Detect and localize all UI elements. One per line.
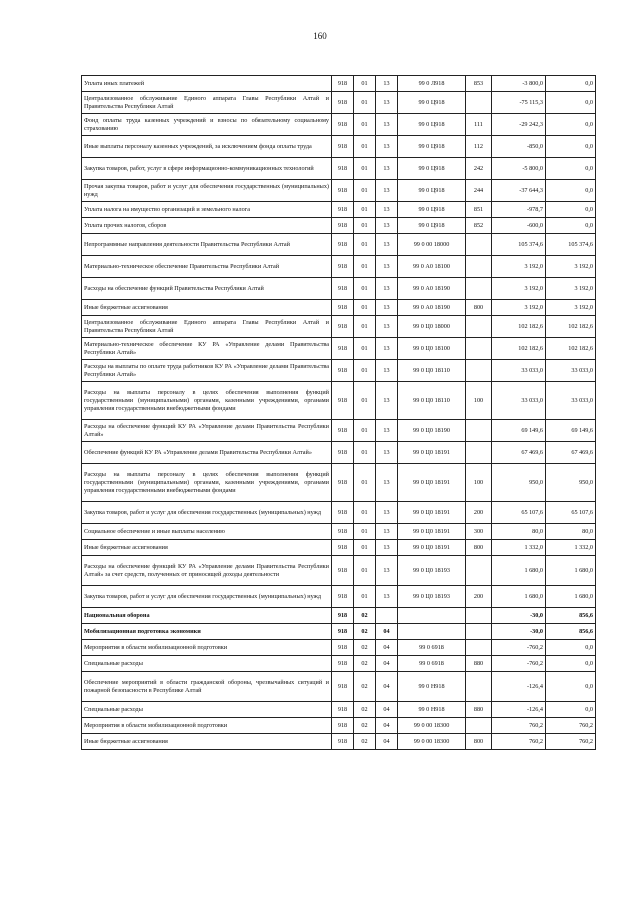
table-row — [82, 316, 596, 338]
table-row — [82, 464, 596, 502]
cell-section: 01 — [354, 256, 376, 278]
cell-section: 02 — [354, 624, 376, 640]
cell-name: Иные бюджетные ассигнования — [82, 540, 332, 556]
cell-name: Централизованное обслуживание Единого аппарата Главы Республики Алтай и Правительства Республики Алтай — [82, 92, 332, 114]
table-row — [82, 608, 596, 624]
cell-admin: 918 — [332, 114, 354, 136]
cell-name: Уплата налога на имущество организаций и земельного налога — [82, 202, 332, 218]
cell-name: Национальная оборона — [82, 608, 332, 624]
cell-subsection: 13 — [376, 136, 398, 158]
table-row — [82, 586, 596, 608]
cell-admin: 918 — [332, 656, 354, 672]
cell-type — [466, 360, 492, 382]
cell-admin: 918 — [332, 640, 354, 656]
cell-target: 99 0 Ц0 18193 — [398, 586, 466, 608]
cell-subsection: 13 — [376, 420, 398, 442]
cell-type — [466, 316, 492, 338]
cell-name: Мероприятия в области мобилизационной подготовки — [82, 640, 332, 656]
cell-amount2: 65 107,6 — [546, 502, 596, 524]
cell-admin: 918 — [332, 338, 354, 360]
cell-amount2: 0,0 — [546, 640, 596, 656]
table-row — [82, 624, 596, 640]
table-row — [82, 278, 596, 300]
cell-name: Специальные расходы — [82, 702, 332, 718]
cell-admin: 918 — [332, 702, 354, 718]
table-row — [82, 382, 596, 420]
cell-target: 99 0 Ц0 18110 — [398, 360, 466, 382]
cell-section: 01 — [354, 76, 376, 92]
cell-section: 01 — [354, 338, 376, 360]
cell-subsection: 13 — [376, 92, 398, 114]
cell-amount2: 0,0 — [546, 202, 596, 218]
cell-type — [466, 256, 492, 278]
cell-type: 200 — [466, 502, 492, 524]
cell-subsection: 13 — [376, 256, 398, 278]
cell-name: Прочая закупка товаров, работ и услуг для обеспечения государственных (муниципальных) нужд — [82, 180, 332, 202]
cell-name: Иные бюджетные ассигнования — [82, 734, 332, 750]
cell-amount2: 760,2 — [546, 718, 596, 734]
cell-type — [466, 234, 492, 256]
table-row — [82, 338, 596, 360]
cell-section: 02 — [354, 608, 376, 624]
cell-type: 800 — [466, 300, 492, 316]
cell-target: 99 0 Ц0 18191 — [398, 442, 466, 464]
cell-admin: 918 — [332, 202, 354, 218]
table-row — [82, 524, 596, 540]
cell-section: 01 — [354, 114, 376, 136]
cell-type — [466, 624, 492, 640]
cell-amount2: 856,6 — [546, 624, 596, 640]
cell-name: Закупка товаров, работ и услуг для обеспечения государственных (муниципальных) нужд — [82, 586, 332, 608]
cell-target: 99 0 Ц918 — [398, 158, 466, 180]
cell-name: Иные выплаты персоналу казенных учреждений, за исключением фонда оплаты труда — [82, 136, 332, 158]
cell-type: 100 — [466, 382, 492, 420]
cell-type: 242 — [466, 158, 492, 180]
cell-section: 01 — [354, 218, 376, 234]
cell-admin: 918 — [332, 524, 354, 540]
cell-name: Непрограммные направления деятельности Правительства Республики Алтай — [82, 234, 332, 256]
cell-amount2: 33 033,0 — [546, 360, 596, 382]
cell-subsection: 04 — [376, 702, 398, 718]
cell-section: 01 — [354, 524, 376, 540]
cell-admin: 918 — [332, 672, 354, 702]
cell-amount2: 0,0 — [546, 656, 596, 672]
cell-section: 02 — [354, 718, 376, 734]
cell-type — [466, 556, 492, 586]
cell-amount1: 33 033,0 — [492, 360, 546, 382]
table-row — [82, 234, 596, 256]
cell-amount1: -29 242,3 — [492, 114, 546, 136]
cell-amount1: -126,4 — [492, 672, 546, 702]
cell-section: 02 — [354, 672, 376, 702]
cell-type — [466, 420, 492, 442]
cell-amount2: 102 182,6 — [546, 338, 596, 360]
cell-target: 99 0 6918 — [398, 656, 466, 672]
cell-target: 99 0 Ц0 18191 — [398, 540, 466, 556]
cell-section: 02 — [354, 656, 376, 672]
cell-target: 99 0 Ц918 — [398, 114, 466, 136]
cell-admin: 918 — [332, 464, 354, 502]
cell-type: 244 — [466, 180, 492, 202]
table-row — [82, 300, 596, 316]
cell-name: Обеспечение мероприятий в области гражданской обороны, чрезвычайных ситуаций и пожарной безопасности в Республике Алтай — [82, 672, 332, 702]
cell-name: Специальные расходы — [82, 656, 332, 672]
cell-target: 99 0 Ц0 18191 — [398, 502, 466, 524]
table-row — [82, 502, 596, 524]
cell-subsection: 13 — [376, 556, 398, 586]
cell-type: 100 — [466, 464, 492, 502]
cell-type: 111 — [466, 114, 492, 136]
cell-section: 02 — [354, 640, 376, 656]
cell-name: Уплата прочих налогов, сборов — [82, 218, 332, 234]
cell-name: Фонд оплаты труда казенных учреждений и взносы по обязательному социальному страхованию — [82, 114, 332, 136]
cell-name: Расходы на обеспечение функций КУ РА «Управление делами Правительства Республики Алтай» за счет средств, полученных от приносящей доходы деятельности — [82, 556, 332, 586]
cell-section: 01 — [354, 316, 376, 338]
cell-admin: 918 — [332, 420, 354, 442]
cell-section: 01 — [354, 278, 376, 300]
cell-subsection: 13 — [376, 524, 398, 540]
cell-admin: 918 — [332, 180, 354, 202]
cell-admin: 918 — [332, 382, 354, 420]
cell-section: 01 — [354, 420, 376, 442]
cell-amount2: 1 680,0 — [546, 586, 596, 608]
cell-target: 99 0 Ц0 18191 — [398, 464, 466, 502]
cell-name: Расходы на обеспечение функций Правительства Республики Алтай — [82, 278, 332, 300]
cell-target: 99 0 Ц918 — [398, 218, 466, 234]
cell-amount2: 105 374,6 — [546, 234, 596, 256]
cell-amount2: 0,0 — [546, 114, 596, 136]
cell-section: 01 — [354, 136, 376, 158]
cell-target: 99 0 Ц918 — [398, 202, 466, 218]
cell-subsection: 13 — [376, 180, 398, 202]
cell-target: 99 0 00 18300 — [398, 734, 466, 750]
cell-target: 99 0 Н918 — [398, 702, 466, 718]
table-row — [82, 420, 596, 442]
cell-subsection: 13 — [376, 316, 398, 338]
cell-name: Уплата иных платежей — [82, 76, 332, 92]
cell-amount1: 3 192,0 — [492, 278, 546, 300]
cell-amount1: -760,2 — [492, 640, 546, 656]
table-row — [82, 702, 596, 718]
cell-target: 99 0 Ц918 — [398, 136, 466, 158]
cell-type — [466, 640, 492, 656]
cell-type: 800 — [466, 540, 492, 556]
cell-amount1: 67 469,6 — [492, 442, 546, 464]
cell-section: 01 — [354, 586, 376, 608]
cell-subsection: 13 — [376, 300, 398, 316]
cell-amount1: 1 680,0 — [492, 586, 546, 608]
budget-table — [81, 75, 596, 750]
cell-subsection: 04 — [376, 624, 398, 640]
cell-amount1: -760,2 — [492, 656, 546, 672]
table-row — [82, 656, 596, 672]
cell-target: 99 0 А0 18100 — [398, 256, 466, 278]
cell-amount1: -75 115,3 — [492, 92, 546, 114]
cell-subsection: 13 — [376, 114, 398, 136]
cell-type: 880 — [466, 656, 492, 672]
cell-admin: 918 — [332, 540, 354, 556]
cell-target: 99 0 Л918 — [398, 76, 466, 92]
cell-admin: 918 — [332, 316, 354, 338]
cell-target: 99 0 Ц0 18000 — [398, 316, 466, 338]
cell-type — [466, 608, 492, 624]
cell-type: 200 — [466, 586, 492, 608]
cell-target: 99 0 Ц918 — [398, 180, 466, 202]
cell-subsection: 13 — [376, 202, 398, 218]
cell-type: 800 — [466, 734, 492, 750]
cell-amount2: 0,0 — [546, 158, 596, 180]
cell-amount1: 3 192,0 — [492, 300, 546, 316]
cell-amount2: 67 469,6 — [546, 442, 596, 464]
cell-target: 99 0 Ц0 18190 — [398, 420, 466, 442]
cell-admin: 918 — [332, 300, 354, 316]
cell-name: Расходы на выплаты персоналу в целях обеспечения выполнения функций государственными (муниципальными) органами, казенными учреждениями, органами управления государственными внебюджетными фондами — [82, 464, 332, 502]
cell-name: Расходы на обеспечение функций КУ РА «Управление делами Правительства Республики Алтай» — [82, 420, 332, 442]
cell-admin: 918 — [332, 734, 354, 750]
table-row — [82, 92, 596, 114]
cell-amount1: -126,4 — [492, 702, 546, 718]
cell-target: 99 0 Ц0 18193 — [398, 556, 466, 586]
cell-type — [466, 718, 492, 734]
cell-amount1: -978,7 — [492, 202, 546, 218]
cell-admin: 918 — [332, 76, 354, 92]
cell-amount1: -850,0 — [492, 136, 546, 158]
cell-admin: 918 — [332, 158, 354, 180]
cell-admin: 918 — [332, 256, 354, 278]
cell-admin: 918 — [332, 136, 354, 158]
table-row — [82, 734, 596, 750]
cell-amount2: 0,0 — [546, 672, 596, 702]
cell-name: Расходы на выплаты по оплате труда работников КУ РА «Управление делами Правительства Республики Алтай» — [82, 360, 332, 382]
cell-admin: 918 — [332, 278, 354, 300]
cell-amount1: 69 149,6 — [492, 420, 546, 442]
cell-section: 01 — [354, 158, 376, 180]
cell-type: 852 — [466, 218, 492, 234]
cell-admin: 918 — [332, 234, 354, 256]
cell-section: 01 — [354, 360, 376, 382]
cell-amount1: 105 374,6 — [492, 234, 546, 256]
cell-section: 01 — [354, 540, 376, 556]
cell-subsection: 13 — [376, 442, 398, 464]
cell-amount1: 1 680,0 — [492, 556, 546, 586]
cell-target: 99 0 6918 — [398, 640, 466, 656]
cell-amount1: 80,0 — [492, 524, 546, 540]
table-row — [82, 442, 596, 464]
cell-name: Мероприятия в области мобилизационной подготовки — [82, 718, 332, 734]
cell-amount1: -5 800,0 — [492, 158, 546, 180]
cell-amount1: -600,0 — [492, 218, 546, 234]
cell-amount2: 102 182,6 — [546, 316, 596, 338]
cell-admin: 918 — [332, 586, 354, 608]
cell-subsection — [376, 608, 398, 624]
table-row — [82, 672, 596, 702]
cell-section: 01 — [354, 180, 376, 202]
cell-name: Мобилизационная подготовка экономики — [82, 624, 332, 640]
cell-subsection: 13 — [376, 338, 398, 360]
cell-target: 99 0 Ц0 18110 — [398, 382, 466, 420]
cell-amount2: 0,0 — [546, 180, 596, 202]
cell-amount2: 950,0 — [546, 464, 596, 502]
cell-subsection: 13 — [376, 158, 398, 180]
cell-type — [466, 338, 492, 360]
cell-amount1: -30,0 — [492, 624, 546, 640]
cell-amount1: 3 192,0 — [492, 256, 546, 278]
cell-name: Закупка товаров, работ, услуг в сфере информационно-коммуникационных технологий — [82, 158, 332, 180]
cell-amount2: 80,0 — [546, 524, 596, 540]
cell-type: 112 — [466, 136, 492, 158]
cell-type — [466, 278, 492, 300]
cell-section: 01 — [354, 502, 376, 524]
cell-name: Закупка товаров, работ и услуг для обеспечения государственных (муниципальных) нужд — [82, 502, 332, 524]
cell-amount1: 1 332,0 — [492, 540, 546, 556]
cell-subsection: 04 — [376, 656, 398, 672]
cell-amount1: 950,0 — [492, 464, 546, 502]
cell-name: Обеспечение функций КУ РА «Управление делами Правительства Республики Алтай» — [82, 442, 332, 464]
cell-subsection: 13 — [376, 76, 398, 92]
cell-amount2: 1 680,0 — [546, 556, 596, 586]
cell-type — [466, 442, 492, 464]
cell-target: 99 0 Ц918 — [398, 92, 466, 114]
cell-target: 99 0 Ц0 18100 — [398, 338, 466, 360]
cell-target: 99 0 00 18000 — [398, 234, 466, 256]
cell-section: 01 — [354, 234, 376, 256]
cell-amount2: 0,0 — [546, 76, 596, 92]
table-row — [82, 114, 596, 136]
cell-subsection: 04 — [376, 640, 398, 656]
cell-amount1: -37 644,3 — [492, 180, 546, 202]
cell-subsection: 13 — [376, 234, 398, 256]
cell-section: 01 — [354, 300, 376, 316]
cell-type — [466, 92, 492, 114]
cell-subsection: 04 — [376, 672, 398, 702]
cell-amount2: 0,0 — [546, 218, 596, 234]
table-row — [82, 158, 596, 180]
table-row — [82, 718, 596, 734]
table-row — [82, 360, 596, 382]
cell-admin: 918 — [332, 442, 354, 464]
cell-subsection: 13 — [376, 278, 398, 300]
cell-amount2: 856,6 — [546, 608, 596, 624]
cell-target — [398, 608, 466, 624]
cell-amount2: 760,2 — [546, 734, 596, 750]
cell-admin: 918 — [332, 218, 354, 234]
cell-target: 99 0 00 18300 — [398, 718, 466, 734]
cell-section: 01 — [354, 464, 376, 502]
cell-amount2: 69 149,6 — [546, 420, 596, 442]
cell-admin: 918 — [332, 92, 354, 114]
cell-amount1: 65 107,6 — [492, 502, 546, 524]
cell-amount2: 3 192,0 — [546, 300, 596, 316]
cell-amount2: 0,0 — [546, 136, 596, 158]
cell-target: 99 0 А0 18190 — [398, 300, 466, 316]
cell-name: Централизованное обслуживание Единого аппарата Главы Республики Алтай и Правительства Республики Алтай — [82, 316, 332, 338]
cell-amount1: 33 033,0 — [492, 382, 546, 420]
cell-type: 880 — [466, 702, 492, 718]
page-number: 160 — [313, 31, 327, 41]
cell-admin: 918 — [332, 360, 354, 382]
cell-name: Иные бюджетные ассигнования — [82, 300, 332, 316]
cell-admin: 918 — [332, 608, 354, 624]
cell-amount1: 760,2 — [492, 734, 546, 750]
cell-target: 99 0 Н918 — [398, 672, 466, 702]
table-row — [82, 136, 596, 158]
cell-amount1: 102 182,6 — [492, 338, 546, 360]
table-row — [82, 218, 596, 234]
table-row — [82, 180, 596, 202]
cell-amount1: -3 800,0 — [492, 76, 546, 92]
cell-subsection: 04 — [376, 734, 398, 750]
cell-admin: 918 — [332, 624, 354, 640]
cell-name: Материально-техническое обеспечение КУ РА «Управление делами Правительства Республики Алтай» — [82, 338, 332, 360]
table-row — [82, 640, 596, 656]
cell-amount1: 102 182,6 — [492, 316, 546, 338]
cell-subsection: 13 — [376, 502, 398, 524]
table-row — [82, 556, 596, 586]
cell-section: 01 — [354, 202, 376, 218]
cell-subsection: 13 — [376, 540, 398, 556]
table-row — [82, 256, 596, 278]
cell-admin: 918 — [332, 556, 354, 586]
cell-section: 02 — [354, 734, 376, 750]
cell-type: 853 — [466, 76, 492, 92]
cell-type — [466, 672, 492, 702]
cell-target: 99 0 Ц0 18191 — [398, 524, 466, 540]
cell-section: 01 — [354, 92, 376, 114]
cell-section: 02 — [354, 702, 376, 718]
cell-amount2: 0,0 — [546, 92, 596, 114]
cell-amount2: 3 192,0 — [546, 256, 596, 278]
cell-section: 01 — [354, 556, 376, 586]
cell-target: 99 0 А0 18190 — [398, 278, 466, 300]
table-row — [82, 540, 596, 556]
cell-subsection: 13 — [376, 586, 398, 608]
cell-subsection: 13 — [376, 382, 398, 420]
cell-type: 851 — [466, 202, 492, 218]
cell-type: 300 — [466, 524, 492, 540]
cell-name: Материально-техническое обеспечение Правительства Республики Алтай — [82, 256, 332, 278]
cell-name: Социальное обеспечение и иные выплаты населению — [82, 524, 332, 540]
cell-amount2: 3 192,0 — [546, 278, 596, 300]
cell-subsection: 13 — [376, 218, 398, 234]
table-row — [82, 202, 596, 218]
cell-section: 01 — [354, 382, 376, 420]
cell-subsection: 13 — [376, 464, 398, 502]
cell-section: 01 — [354, 442, 376, 464]
table-row — [82, 76, 596, 92]
cell-amount2: 33 033,0 — [546, 382, 596, 420]
cell-amount2: 0,0 — [546, 702, 596, 718]
cell-name: Расходы на выплаты персоналу в целях обеспечения выполнения функций государственными (муниципальными) органами, казенными учреждениями, органами управления государственными внебюджетными фондами — [82, 382, 332, 420]
cell-amount1: 760,2 — [492, 718, 546, 734]
cell-subsection: 04 — [376, 718, 398, 734]
cell-admin: 918 — [332, 502, 354, 524]
cell-subsection: 13 — [376, 360, 398, 382]
table-body — [82, 76, 596, 750]
cell-target — [398, 624, 466, 640]
cell-amount2: 1 332,0 — [546, 540, 596, 556]
cell-admin: 918 — [332, 718, 354, 734]
cell-amount1: -30,0 — [492, 608, 546, 624]
